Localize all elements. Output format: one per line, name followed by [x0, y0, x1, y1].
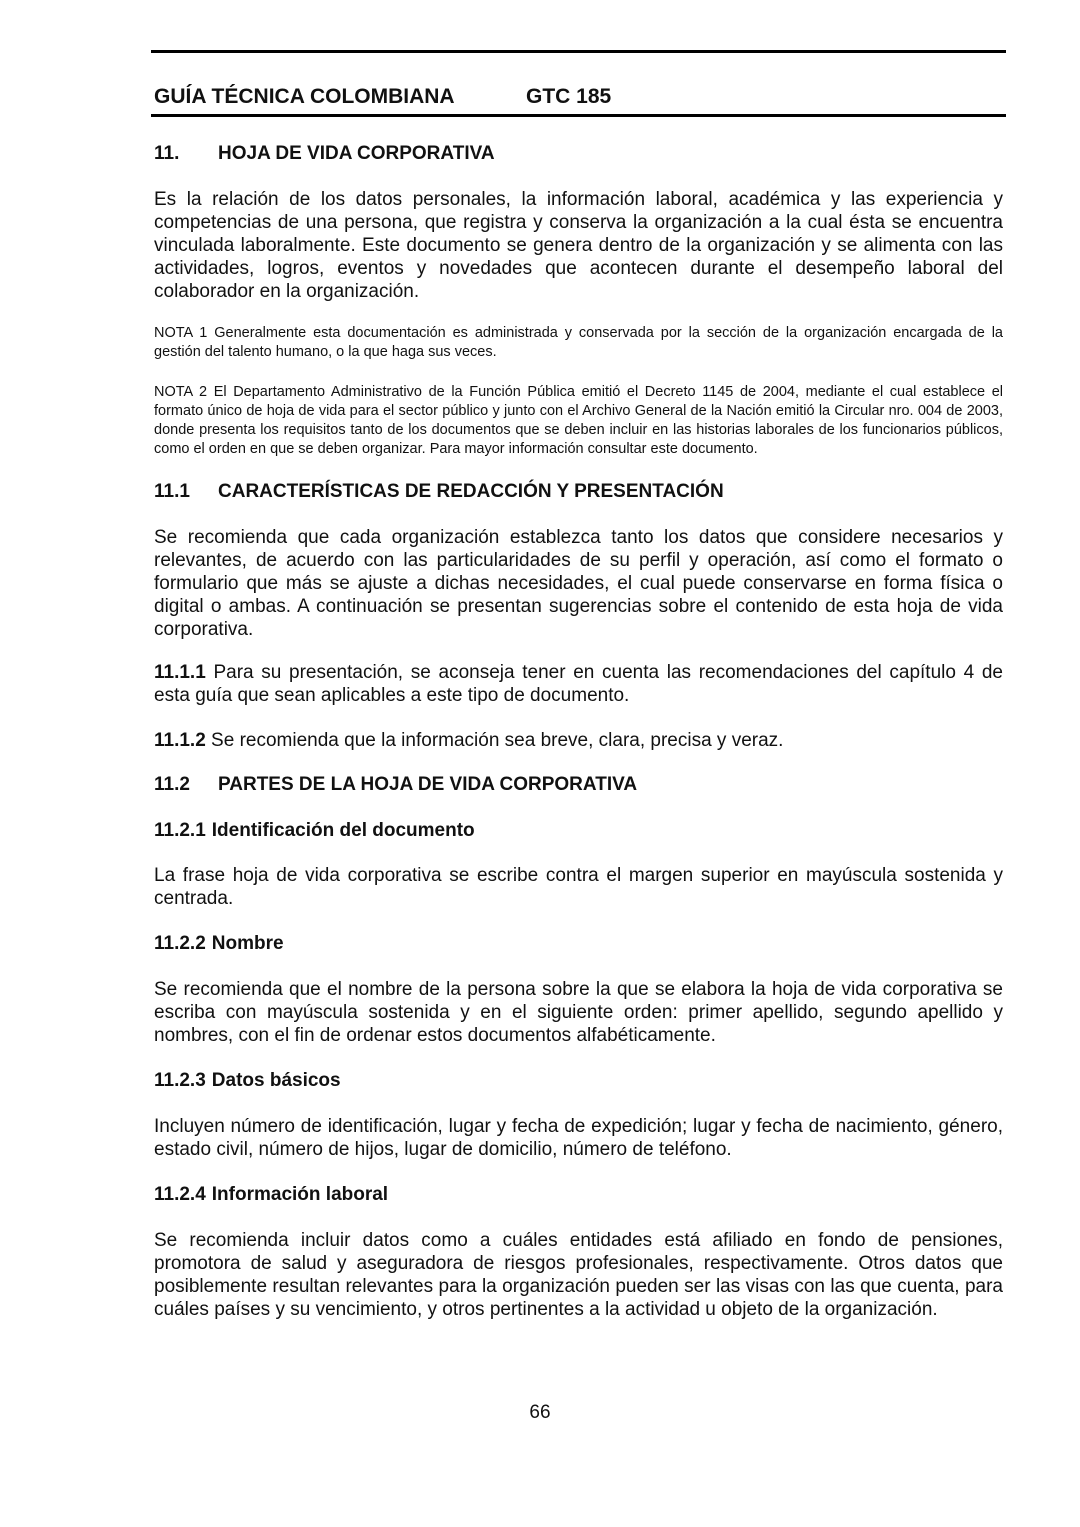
paragraph-11-1-2 — [154, 729, 1003, 752]
page-number: 66 — [529, 1402, 551, 1423]
paragraph-number: 11.1.1 — [154, 662, 206, 683]
subsection-11-2-1-paragraph: La frase hoja de vida corporativa se escribe contra el margen superior en mayúscula sostenida y centrada. — [154, 865, 1003, 909]
document-code: GTC 185 — [526, 85, 612, 108]
section-title: HOJA DE VIDA CORPORATIVA — [218, 143, 495, 164]
note-1: NOTA 1 Generalmente esta documentación es administrada y conservada por la sección de la organización encargada de la gestión del talento humano, o la que haga sus veces. — [154, 325, 1003, 360]
subsection-number: 11.2.1 — [154, 820, 206, 841]
section-number: 11.2 — [154, 774, 190, 795]
page-content — [154, 141, 1003, 1321]
subsection-heading-11-2-4 — [154, 1182, 1003, 1208]
subsection-heading-11-2-1 — [154, 818, 1003, 844]
section-number: 11.1 — [154, 481, 190, 502]
section-title: CARACTERÍSTICAS DE REDACCIÓN Y PRESENTACIÓN — [218, 481, 724, 502]
subsection-number: 11.2.2 — [154, 933, 206, 954]
paragraph-text: Para su presentación, se aconseja tener en cuenta las recomendaciones del capítulo 4 de esta guía que sean aplicables a este tipo de documento. — [154, 662, 1003, 706]
subsection-11-2-4-paragraph: Se recomienda incluir datos como a cuáles entidades está afiliado en fondo de pensiones, promotora de salud y aseguradora de riesgos profesionales, respectivamente. Otros datos que posiblemente resultan relevantes para la organización pueden ser las visas con las que cuenta, para cuáles países y su vencimiento, y otros pertinentes a la actividad u objeto de la organización. — [154, 1230, 1003, 1320]
section-11-1-paragraph: Se recomienda que cada organización establezca tanto los datos que considere necesarios y relevantes, de acuerdo con las particularidades de su perfil y operación, así como el formato o formulario que más se ajuste a dichas necesidades, el cual puede conservarse en forma física o digital o ambas. A continuación se presentan sugerencias sobre el contenido de esta hoja de vida corporativa. — [154, 527, 1003, 640]
document-title: GUÍA TÉCNICA COLOMBIANA — [154, 85, 455, 108]
section-heading-11 — [154, 141, 1003, 167]
section-title: PARTES DE LA HOJA DE VIDA CORPORATIVA — [218, 774, 638, 795]
paragraph-text: Se recomienda que la información sea breve, clara, precisa y veraz. — [205, 730, 784, 751]
subsection-title: Nombre — [211, 933, 284, 954]
subsection-11-2-3-paragraph: Incluyen número de identificación, lugar y fecha de expedición; lugar y fecha de nacimiento, género, estado civil, número de hijos, lugar de domicilio, número de teléfono. — [154, 1116, 1003, 1160]
subsection-number: 11.2.3 — [154, 1070, 206, 1091]
section-heading-11-2 — [154, 772, 1003, 798]
header-top-rule — [151, 50, 1006, 53]
page-header — [154, 85, 1004, 115]
paragraph-number: 11.1.2 — [154, 730, 206, 751]
section-11-paragraph: Es la relación de los datos personales, la información laboral, académica y las experiencia y competencias de una persona, que registra y conserva la organización a la cual ésta se encuentra vinculada laboralmente. Este documento se genera dentro de la organización y se alimenta con las actividades, logros, eventos y novedades que acontecen durante el desempeño laboral del colaborador en la organización. — [154, 189, 1003, 302]
subsection-title: Identificación del documento — [211, 820, 475, 841]
subsection-title: Información laboral — [211, 1184, 389, 1205]
subsection-heading-11-2-2 — [154, 931, 1003, 957]
subsection-title: Datos básicos — [211, 1070, 341, 1091]
header-bottom-rule — [151, 114, 1006, 117]
subsection-11-2-2-paragraph: Se recomienda que el nombre de la persona sobre la que se elabora la hoja de vida corporativa se escriba con mayúscula sostenida y en el siguiente orden: primer apellido, segundo apellido y nombres, con el fin de ordenar estos documentos alfabéticamente. — [154, 979, 1003, 1046]
section-number: 11. — [154, 143, 180, 164]
note-2: NOTA 2 El Departamento Administrativo de la Función Pública emitió el Decreto 1145 de 2004, mediante el cual establece el formato único de hoja de vida para el sector público y junto con el Archivo General de la Nación emitió la Circular nro. 004 de 2003, donde presenta los requisitos tanto de los documentos que se deben incluir en las historias laborales de los funcionarios públicos, como el orden en que se deben organizar. Para mayor información consultar este documento. — [154, 384, 1003, 457]
subsection-number: 11.2.4 — [154, 1184, 206, 1205]
subsection-heading-11-2-3 — [154, 1068, 1003, 1094]
section-heading-11-1 — [154, 479, 1003, 505]
paragraph-11-1-1 — [154, 661, 1003, 707]
